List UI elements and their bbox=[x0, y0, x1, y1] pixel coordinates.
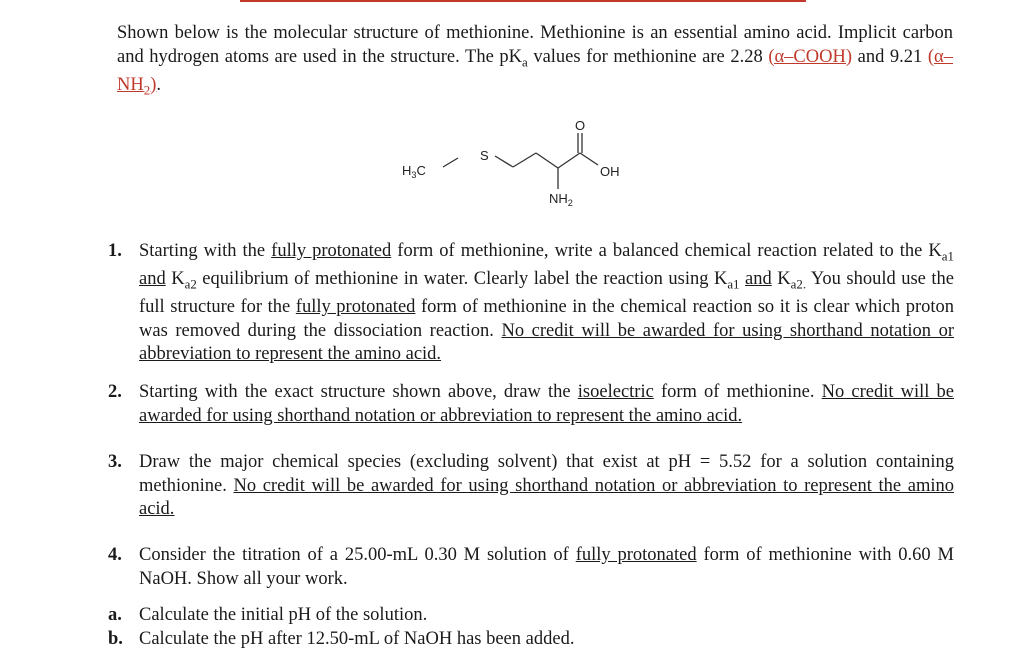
methionine-structure bbox=[400, 112, 630, 222]
subpart-b-letter: b. bbox=[108, 629, 123, 649]
question-2-number: 2. bbox=[108, 382, 122, 402]
question-1-text: Starting with the fully protonated form of methionine, write a balanced chemical reaction related to the $K_{a1}$ and $K_{a2}$ equilibrium of methionine in water. Clearly label the reaction using $K_{a1}$ and $K_{a2.}$ You should use the full structure for the fully protonated form of methionine in the chemical reaction so it is clear which proton was removed during the dissociation reaction. No credit will be awarded for using shorthand notation or abbreviation to represent the amino acid. bbox=[139, 241, 954, 365]
subpart-a-text: Calculate the initial pH of the solution. bbox=[139, 605, 428, 625]
subpart-b-text: Calculate the pH after 12.50-mL of NaOH has been added. bbox=[139, 629, 575, 649]
sulfur-label: S bbox=[480, 148, 489, 163]
question-1-number: 1. bbox=[108, 241, 122, 261]
intro-paragraph: Shown below is the molecular structure of methionine. Methionine is an essential amino acid. Implicit carbon and hydrogen atoms are used in the structure. The $pK_a$ values for methionine are 2.28 (α–COOH) and 9.21 $(\alpha-NH_2)$. bbox=[117, 23, 953, 98]
question-2-text: Starting with the exact structure shown above, draw the isoelectric form of methionine. No credit will be awarded for using shorthand notation or abbreviation to represent the amino acid. bbox=[139, 382, 954, 426]
cooh-label: (α–COOH) bbox=[768, 46, 853, 67]
top-divider bbox=[240, 0, 806, 2]
nh2-label: $(\alpha-NH_2)$ bbox=[117, 46, 953, 98]
question-3-text: Draw the major chemical species (excluding solvent) that exist at pH = 5.52 for a solution containing methionine. No credit will be awarded for using shorthand notation or abbreviation to represent the amino acid. bbox=[139, 452, 954, 519]
oxygen-label: O bbox=[575, 118, 586, 133]
question-4-text: Consider the titration of a 25.00-mL 0.30 M solution of fully protonated form of methionine with 0.60 M NaOH. Show all your work. bbox=[139, 545, 954, 589]
question-3-number: 3. bbox=[108, 452, 122, 472]
amine-label: $NH_2$ bbox=[549, 191, 573, 208]
question-4-number: 4. bbox=[108, 545, 122, 565]
hydroxyl-label: OH bbox=[600, 164, 620, 179]
h3c-label: $H_3C$ bbox=[402, 163, 426, 180]
subpart-a-letter: a. bbox=[108, 605, 122, 625]
